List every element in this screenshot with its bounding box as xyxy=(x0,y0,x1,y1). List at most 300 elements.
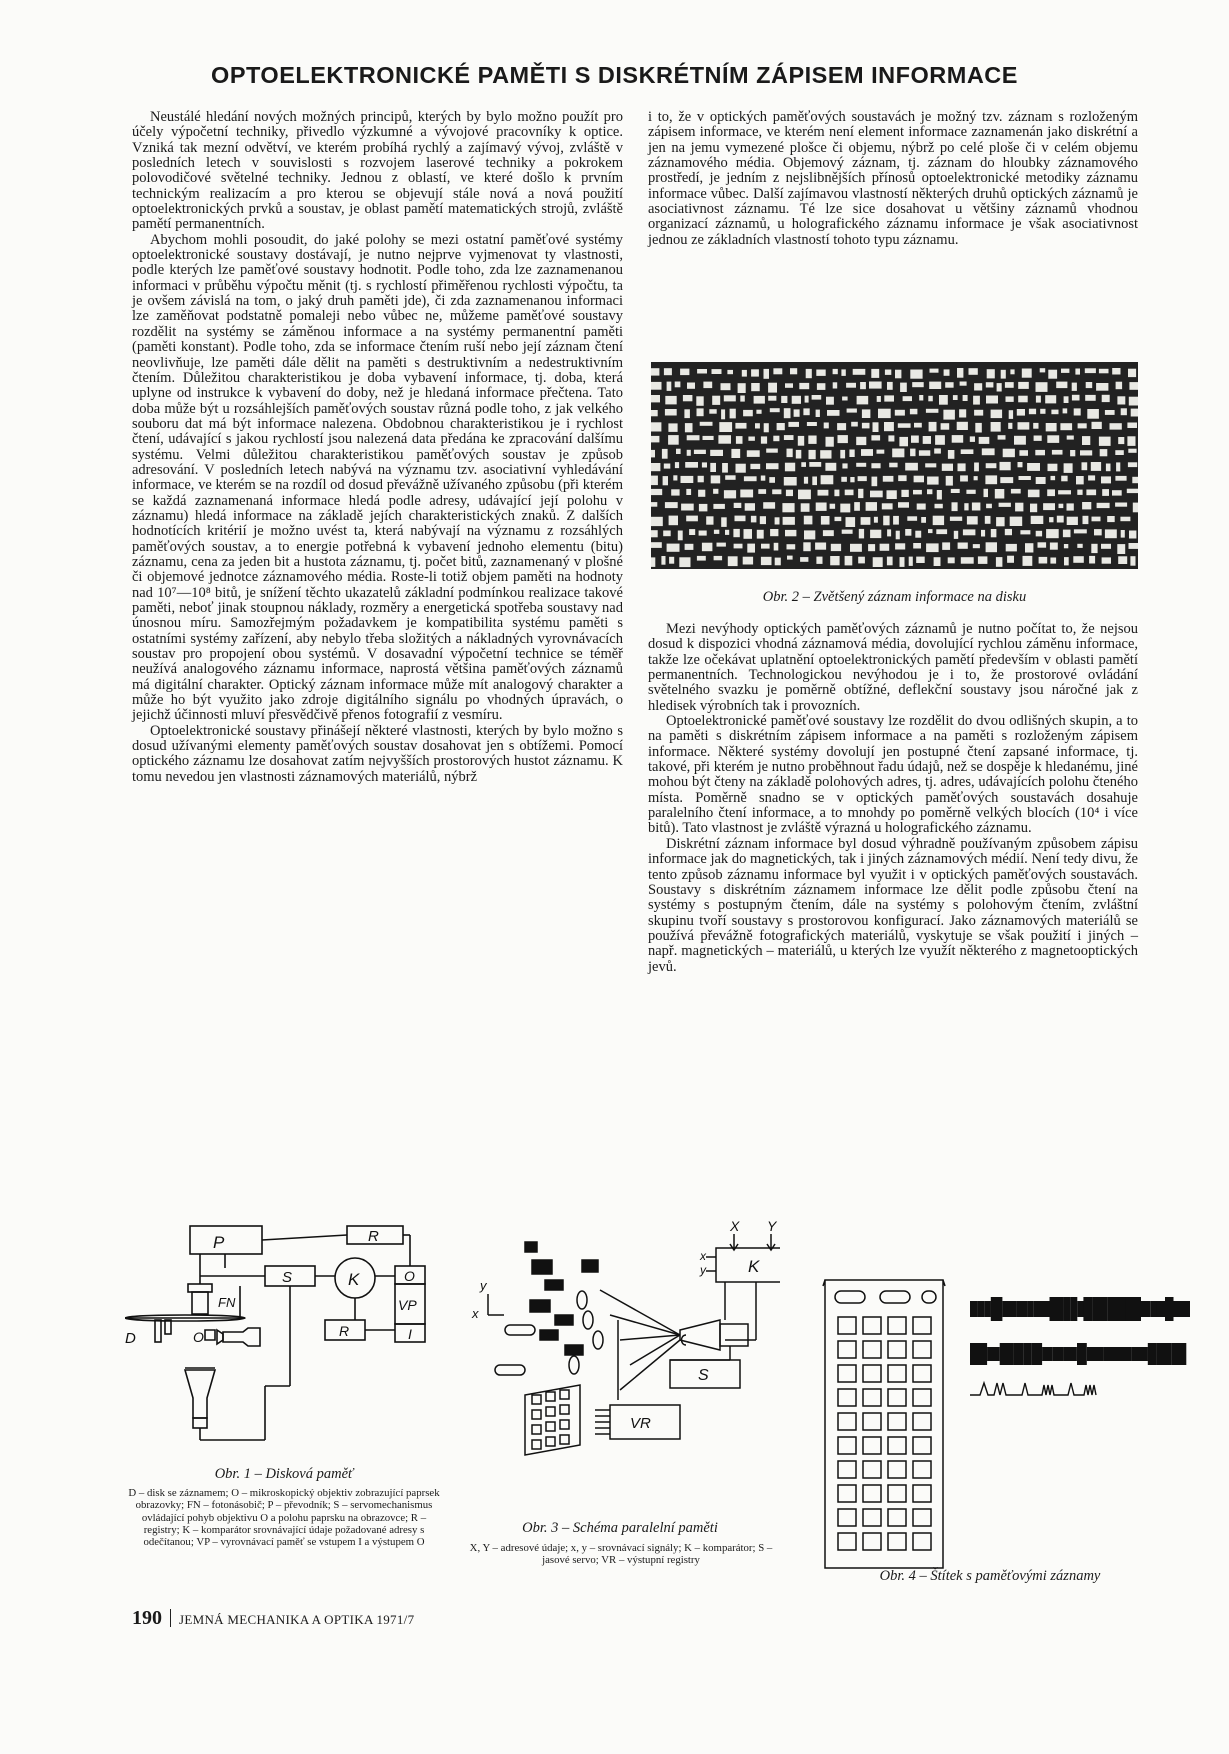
label-x-address: X xyxy=(730,1220,740,1234)
track-gap xyxy=(914,423,922,428)
track-gap xyxy=(850,477,854,482)
label-y-address: Y xyxy=(767,1220,777,1234)
track-gap xyxy=(698,490,705,497)
track-gap xyxy=(1036,396,1041,403)
track-gap xyxy=(700,422,713,426)
track-gap xyxy=(743,557,753,565)
photodetector-array xyxy=(525,1385,580,1455)
track-gap xyxy=(985,516,991,524)
track-gap xyxy=(830,556,839,565)
card-record-cell xyxy=(888,1413,906,1430)
track-gap xyxy=(812,477,817,486)
track-gap xyxy=(1101,544,1111,549)
track-gap xyxy=(854,502,860,511)
track-gap xyxy=(998,435,1006,439)
track-gap xyxy=(816,503,827,511)
track-gap xyxy=(960,382,967,386)
track-gap xyxy=(1089,556,1095,564)
track-gap xyxy=(948,557,955,563)
track-gap xyxy=(877,396,881,402)
track-gap xyxy=(833,369,838,374)
track-gap xyxy=(676,449,681,454)
track-gap xyxy=(927,477,939,485)
record-block xyxy=(1063,1297,1071,1321)
track-gap xyxy=(934,448,941,453)
track-gap xyxy=(678,531,683,541)
track-gap xyxy=(713,504,725,509)
record-block xyxy=(1165,1297,1174,1321)
card-record-cell xyxy=(888,1461,906,1478)
track-gap xyxy=(878,409,891,418)
track-gap xyxy=(877,450,885,454)
card-record-cell xyxy=(913,1509,931,1526)
card-record-cell xyxy=(863,1437,881,1454)
track-gap xyxy=(667,382,672,391)
track-gap xyxy=(815,543,826,550)
track-gap xyxy=(929,382,941,389)
track-gap xyxy=(859,529,864,539)
track-gap xyxy=(873,422,879,432)
track-gap xyxy=(895,370,901,379)
track-gap xyxy=(841,477,847,482)
track-gap xyxy=(755,423,760,428)
track-gap xyxy=(651,410,658,416)
track-gap xyxy=(935,504,943,509)
track-gap xyxy=(1072,383,1077,391)
track-gap xyxy=(768,383,777,393)
track-gap xyxy=(1018,396,1027,403)
track-gap xyxy=(703,436,714,440)
track-gap xyxy=(1050,558,1056,564)
track-gap xyxy=(1009,410,1013,419)
crt-neck xyxy=(720,1324,748,1346)
figure-4-diagram xyxy=(820,1275,1190,1595)
card-record-cell xyxy=(838,1533,856,1550)
track-gap xyxy=(697,408,704,416)
track-gap xyxy=(1070,450,1075,456)
track-gap xyxy=(892,449,904,458)
track-gap xyxy=(1116,382,1123,390)
track-gap xyxy=(764,369,770,379)
track-gap xyxy=(651,517,663,526)
track-gap xyxy=(884,422,894,431)
track-gap xyxy=(743,410,753,416)
crt-base xyxy=(193,1418,207,1428)
track-gap xyxy=(981,530,985,537)
track-gap xyxy=(966,490,975,494)
track-gap xyxy=(786,490,793,496)
track-gap xyxy=(1107,516,1115,522)
track-gap xyxy=(745,503,755,511)
track-gap xyxy=(1006,544,1017,552)
track-gap xyxy=(913,543,921,549)
track-gap xyxy=(790,368,797,374)
track-gap xyxy=(735,516,746,522)
track-gap xyxy=(760,516,766,524)
track-gap xyxy=(714,530,719,534)
track-gap xyxy=(868,544,875,551)
label-d: D xyxy=(125,1330,136,1347)
track-gap xyxy=(740,396,745,402)
track-gap xyxy=(1118,556,1127,564)
track-gap xyxy=(681,476,694,483)
card-record-grid xyxy=(838,1317,931,1550)
track-gap xyxy=(942,464,953,471)
track-gap xyxy=(725,475,735,480)
card-record-cell xyxy=(913,1317,931,1334)
track-gap xyxy=(734,503,742,508)
track-gap xyxy=(794,409,800,416)
card-record-cell xyxy=(913,1437,931,1454)
track-gap xyxy=(835,517,842,521)
track-gap xyxy=(1051,476,1056,480)
track-gap xyxy=(842,530,853,534)
track-gap xyxy=(860,382,866,389)
page-footer xyxy=(132,1607,414,1630)
track-gap xyxy=(651,489,662,495)
track-gap xyxy=(1057,516,1064,523)
track-gap xyxy=(1018,382,1029,389)
record-block xyxy=(1174,1301,1186,1317)
lens xyxy=(577,1291,587,1309)
track-gap xyxy=(1077,544,1082,548)
track-gap xyxy=(785,383,793,388)
track-gap xyxy=(699,504,708,512)
track-gap xyxy=(900,557,905,567)
record-block xyxy=(1118,1347,1132,1361)
figure-1-legend: D – disk se záznamem; O – mikroskopický objektiv zobrazující paprsek obrazovky; FN – fotonásobič; P – převodník; S – servomechanismus ovládající pohyb objektivu O a polohu paprsku na obrazovce; R – registry; K – komparátor srovnávající údaje požadované adresy s odečítanou; VP – vyrovnávací paměť se vstupem I a výstupem O xyxy=(128,1487,440,1549)
track-gap xyxy=(736,464,746,473)
track-gap xyxy=(675,382,681,388)
track-gap xyxy=(1105,529,1117,538)
card-record-cell xyxy=(888,1485,906,1502)
label-o: O xyxy=(404,1268,415,1284)
track-gap xyxy=(787,556,793,560)
track-gap xyxy=(1015,503,1023,512)
track-gap xyxy=(821,475,834,484)
track-gap xyxy=(1128,462,1137,467)
track-gap xyxy=(1045,395,1056,403)
track-gap xyxy=(683,395,693,401)
footer-divider xyxy=(170,1609,171,1627)
track-gap xyxy=(923,436,931,444)
track-gap xyxy=(1117,544,1125,554)
track-gap xyxy=(697,369,707,374)
track-gap xyxy=(919,450,930,456)
track-gap xyxy=(1082,436,1090,445)
track-gap xyxy=(1060,423,1072,430)
track-gap xyxy=(853,369,866,375)
track-gap xyxy=(846,383,856,388)
track-gap xyxy=(764,423,769,432)
figure-2-caption: Obr. 2 – Zvětšený záznam informace na disku xyxy=(762,589,1027,605)
track-gap xyxy=(845,556,853,566)
track-gap xyxy=(907,516,917,521)
track-gap xyxy=(808,436,816,444)
track-gap xyxy=(845,490,854,496)
track-gap xyxy=(800,557,808,562)
track-gap xyxy=(1082,462,1088,470)
track-gap xyxy=(816,370,825,376)
card-record-cell xyxy=(913,1413,931,1430)
track-gap xyxy=(943,410,955,420)
track-gap xyxy=(747,544,755,553)
track-gap xyxy=(1087,409,1099,419)
track-gap xyxy=(1028,490,1040,498)
track-gap xyxy=(722,463,728,473)
card-record-cell xyxy=(838,1365,856,1382)
track-gap xyxy=(1056,382,1067,389)
track-gap xyxy=(925,463,936,467)
track-gap xyxy=(961,557,974,564)
track-gap xyxy=(896,531,900,540)
track-gap xyxy=(713,489,718,494)
track-gap xyxy=(972,503,981,511)
track-gap xyxy=(944,369,950,375)
track-gap xyxy=(717,543,726,547)
track-gap xyxy=(761,557,772,565)
track-gap xyxy=(766,463,779,469)
track-gap xyxy=(1115,450,1124,455)
track-gap xyxy=(816,410,820,417)
card-hole xyxy=(835,1291,865,1303)
track-gap xyxy=(696,396,703,406)
track-gap xyxy=(1112,368,1120,375)
track-gap xyxy=(986,504,992,509)
track-gap xyxy=(905,463,918,471)
track-gap xyxy=(862,409,871,418)
track-gap xyxy=(798,490,811,500)
track-gap xyxy=(1092,517,1101,522)
track-gap xyxy=(1080,450,1092,455)
label-r-bottom: R xyxy=(339,1323,350,1339)
card-record-cell xyxy=(863,1389,881,1406)
record-block xyxy=(1052,1347,1064,1361)
track-gap xyxy=(1064,557,1069,565)
track-gap xyxy=(761,544,770,549)
paragraph: Abychom mohli posoudit, do jaké polohy se mezi ostatní paměťové systémy optoelektronické soustavy dostávají, je nutno nejprve vyjmenovat ty vlastnosti, podle kterých lze paměťové soustavy hodnotit. Podle toho, zda lze zaznamenanou informaci v průběhu výpočtu měnit (tj. s rychlostí přiměřenou rychlosti výpočtu, ta je ovšem závislá na tom, o jaký druh paměti jde), či zda zaznamenanou informaci lze zaměňovat podstatně pomaleji nebo vůbec ne, můžeme paměťové soustavy rozdělit na systémy se záměnou informace a na systémy permanentní paměti (paměti konstant). Podle toho, zda se informace čtením ruší nebo její záznam čtení neovlivňuje, lze paměti dále dělit na paměti s destruktivním a nedestruktivním čtením. Důležitou charakteristikou je doba vybavení informace, tj. doba, která uplyne od instrukce k vybavení do doby, než je hledaná informace přečtena. Tato doba může být u rozsáhlejších paměťových soustav různá podle toho, z jak velkého souboru dat má být informace nalezena. Obdobnou charakteristikou je i rychlost čtení, udávající s jakou rychlostí jsou nalezená data předána ke zpracování dalšímu systému. Velmi důležitou charakteristikou paměťových soustav je způsob adresování. V posledních letech nabývá na významu tzv. asociativní vyhledávání informace, ve kterém se na rozdíl od dosud převážně užívaného způsobu (při kterém se každá zaznamenaná informace hledá podle adresy, udávající její polohu v záznamu) hledá informace na základě jejích charakteristických znaků. Z dalších hodnotících kritérií je možno uvést ta, která nabývají na významu z rozsáhlých paměťových soustav, a to energie potřebná k vybavení jednoho elementu (bitu) záznamu, cena za jeden bit a hustota záznamu, tj. počet bitů, zaznamenaný v plošné či objemové jednotce záznamového média. Roste-li totiž objem paměti na hodnoty nad 10⁷—10⁸ bitů, je snížení těchto ukazatelů základní podmínkou realizace takové paměti, neboť jinak stoupnou náklady, rozměry a energetická spotřeba soustavy nad únosnou míru. Samozřejmým požadavkem je kompatibilita systému paměti s ostatními systémy zařízení, aby nebylo třeba složitých a nákladných vyrovnávacích soustav pro propojení obou systémů. V dosavadní výpočetní technice se téměř neužívá analogového záznamu informace, naprostá většina paměťových záznamů má digitální charakter. Optický záznam informace může mít analogový charakter a může ho být využito jako zdroje digitálního signálu po vhodných úpravách, o jejichž účinnosti mluví přesvědčivě přenos fotografií z vesmíru. xyxy=(132,231,623,724)
track-gap xyxy=(757,530,764,539)
track-gap xyxy=(978,556,988,564)
card-record-cell xyxy=(863,1317,881,1334)
track-gap xyxy=(785,463,795,472)
track-gap xyxy=(1121,530,1125,538)
track-gap xyxy=(1129,397,1138,406)
label-p: P xyxy=(213,1233,225,1252)
track-gap xyxy=(1097,503,1110,508)
track-gap xyxy=(686,516,698,522)
track-gap xyxy=(889,463,897,468)
track-gap xyxy=(712,396,720,405)
track-gap xyxy=(1025,543,1033,552)
track-gap xyxy=(1129,382,1138,390)
card-record-cell xyxy=(888,1365,906,1382)
track-gap xyxy=(862,423,870,429)
record-block xyxy=(1172,1343,1187,1365)
track-gap xyxy=(1010,369,1014,374)
record-block xyxy=(970,1301,977,1317)
track-gap xyxy=(1086,382,1093,388)
track-gap xyxy=(801,462,806,467)
track-gap xyxy=(651,463,660,471)
label-vp: VP xyxy=(398,1297,417,1313)
track-gap xyxy=(804,477,808,484)
track-gap xyxy=(926,543,939,552)
record-block xyxy=(1032,1343,1042,1365)
track-gap xyxy=(787,544,796,549)
track-gap xyxy=(769,477,775,483)
record-block xyxy=(977,1301,984,1317)
track-gap xyxy=(782,503,794,512)
link xyxy=(262,1235,347,1240)
track-gap xyxy=(725,530,729,535)
track-gap xyxy=(958,543,968,549)
track-gap xyxy=(651,476,658,486)
track-gap xyxy=(1029,409,1036,415)
track-gap xyxy=(973,396,980,405)
track-gap xyxy=(1023,556,1033,566)
card-record-cell xyxy=(838,1389,856,1406)
track-gap xyxy=(1019,476,1031,480)
track-gap xyxy=(910,449,915,457)
track-gap xyxy=(1073,556,1084,563)
track-gap xyxy=(1127,436,1135,446)
card-record-cell xyxy=(888,1341,906,1358)
record-block xyxy=(1016,1301,1028,1317)
card-record-cell xyxy=(888,1437,906,1454)
track-gap xyxy=(1063,530,1071,538)
record-strip xyxy=(565,1345,583,1355)
track-gap xyxy=(880,544,890,551)
record-block xyxy=(1064,1347,1077,1361)
track-gap xyxy=(1003,449,1015,458)
disk-record-pattern xyxy=(651,362,1138,569)
card-record-cell xyxy=(913,1341,931,1358)
track-gap xyxy=(1094,529,1102,535)
track-gap xyxy=(974,463,979,472)
track-gap xyxy=(1022,369,1032,378)
card-outline xyxy=(823,1280,945,1568)
figure-3-diagram xyxy=(470,1220,780,1515)
track-gap xyxy=(1000,477,1013,483)
track-gap xyxy=(1034,436,1042,441)
track-gap xyxy=(662,449,668,459)
label-axis-x: x xyxy=(472,1306,479,1321)
track-gap xyxy=(898,475,906,481)
track-gap xyxy=(871,369,879,378)
track-gap xyxy=(1115,476,1126,481)
track-gap xyxy=(999,503,1011,507)
track-gap xyxy=(1036,382,1048,392)
record-strip xyxy=(555,1315,573,1325)
track-gap xyxy=(663,476,668,485)
track-gap xyxy=(733,529,739,537)
track-gap xyxy=(724,490,736,498)
label-s: S xyxy=(698,1367,709,1384)
card-record-cell xyxy=(913,1533,931,1550)
track-gap xyxy=(871,435,880,440)
track-gap xyxy=(1099,369,1109,374)
journal-name: JEMNÁ MECHANIKA A OPTIKA 1971/7 xyxy=(179,1612,415,1627)
track-gap xyxy=(1128,369,1136,377)
track-gap xyxy=(842,397,848,401)
track-gap xyxy=(884,395,894,401)
track-gap xyxy=(1018,462,1023,467)
track-gap xyxy=(1061,369,1069,373)
track-gap xyxy=(958,463,966,471)
track-gap xyxy=(784,408,791,418)
record-block xyxy=(1034,1301,1050,1317)
figure-3-legend: X, Y – adresové údaje; x, y – srovnávací signály; K – komparátor; S – jasové servo; VR – výstupní registry xyxy=(469,1542,773,1567)
record-block xyxy=(1050,1297,1064,1321)
record-strip xyxy=(540,1330,558,1340)
track-gap xyxy=(995,489,1005,499)
track-gap xyxy=(915,531,921,538)
card-record-cell xyxy=(863,1413,881,1430)
track-gap xyxy=(1001,370,1006,379)
track-gap xyxy=(1047,435,1059,443)
track-gap xyxy=(921,517,926,523)
track-gap xyxy=(1132,477,1138,483)
track-gap xyxy=(919,395,923,401)
track-gap xyxy=(842,463,847,468)
card-record-cell xyxy=(913,1485,931,1502)
card-record-cell xyxy=(838,1509,856,1526)
track-gap xyxy=(1017,409,1025,416)
track-gap xyxy=(751,369,759,376)
track-gap xyxy=(887,557,893,566)
track-gap xyxy=(689,529,695,535)
track-gap xyxy=(796,450,802,459)
card-record-cell xyxy=(863,1341,881,1358)
track-gap xyxy=(724,395,736,401)
track-gap xyxy=(1018,422,1030,429)
track-gap xyxy=(763,502,775,509)
track-gap xyxy=(874,517,878,523)
track-gap xyxy=(871,463,880,468)
track-gap xyxy=(748,437,755,441)
track-gap xyxy=(898,423,911,428)
track-gap xyxy=(812,395,822,400)
track-gap xyxy=(775,558,781,566)
track-gap xyxy=(861,517,871,525)
record-block xyxy=(987,1347,1000,1361)
card-record-cell xyxy=(863,1509,881,1526)
track-gap xyxy=(984,489,989,497)
track-gap xyxy=(936,529,947,534)
track-gap xyxy=(856,463,866,467)
track-gap xyxy=(694,450,706,454)
track-gap xyxy=(751,383,760,391)
track-gap xyxy=(772,489,781,494)
track-gap xyxy=(929,422,937,432)
track-gap xyxy=(1100,449,1108,456)
track-gap xyxy=(934,557,941,566)
record-block xyxy=(1132,1347,1148,1361)
record-strip xyxy=(532,1260,552,1274)
card-record-cell xyxy=(863,1485,881,1502)
track-gap xyxy=(785,530,796,536)
track-gap xyxy=(788,422,799,427)
track-gap xyxy=(1116,462,1120,471)
lens xyxy=(593,1331,603,1349)
track-gap xyxy=(664,368,672,375)
track-gap xyxy=(1047,489,1055,496)
track-gap xyxy=(901,490,908,497)
track-gap xyxy=(1074,408,1081,415)
track-gap xyxy=(736,436,743,444)
track-gap xyxy=(784,435,794,440)
